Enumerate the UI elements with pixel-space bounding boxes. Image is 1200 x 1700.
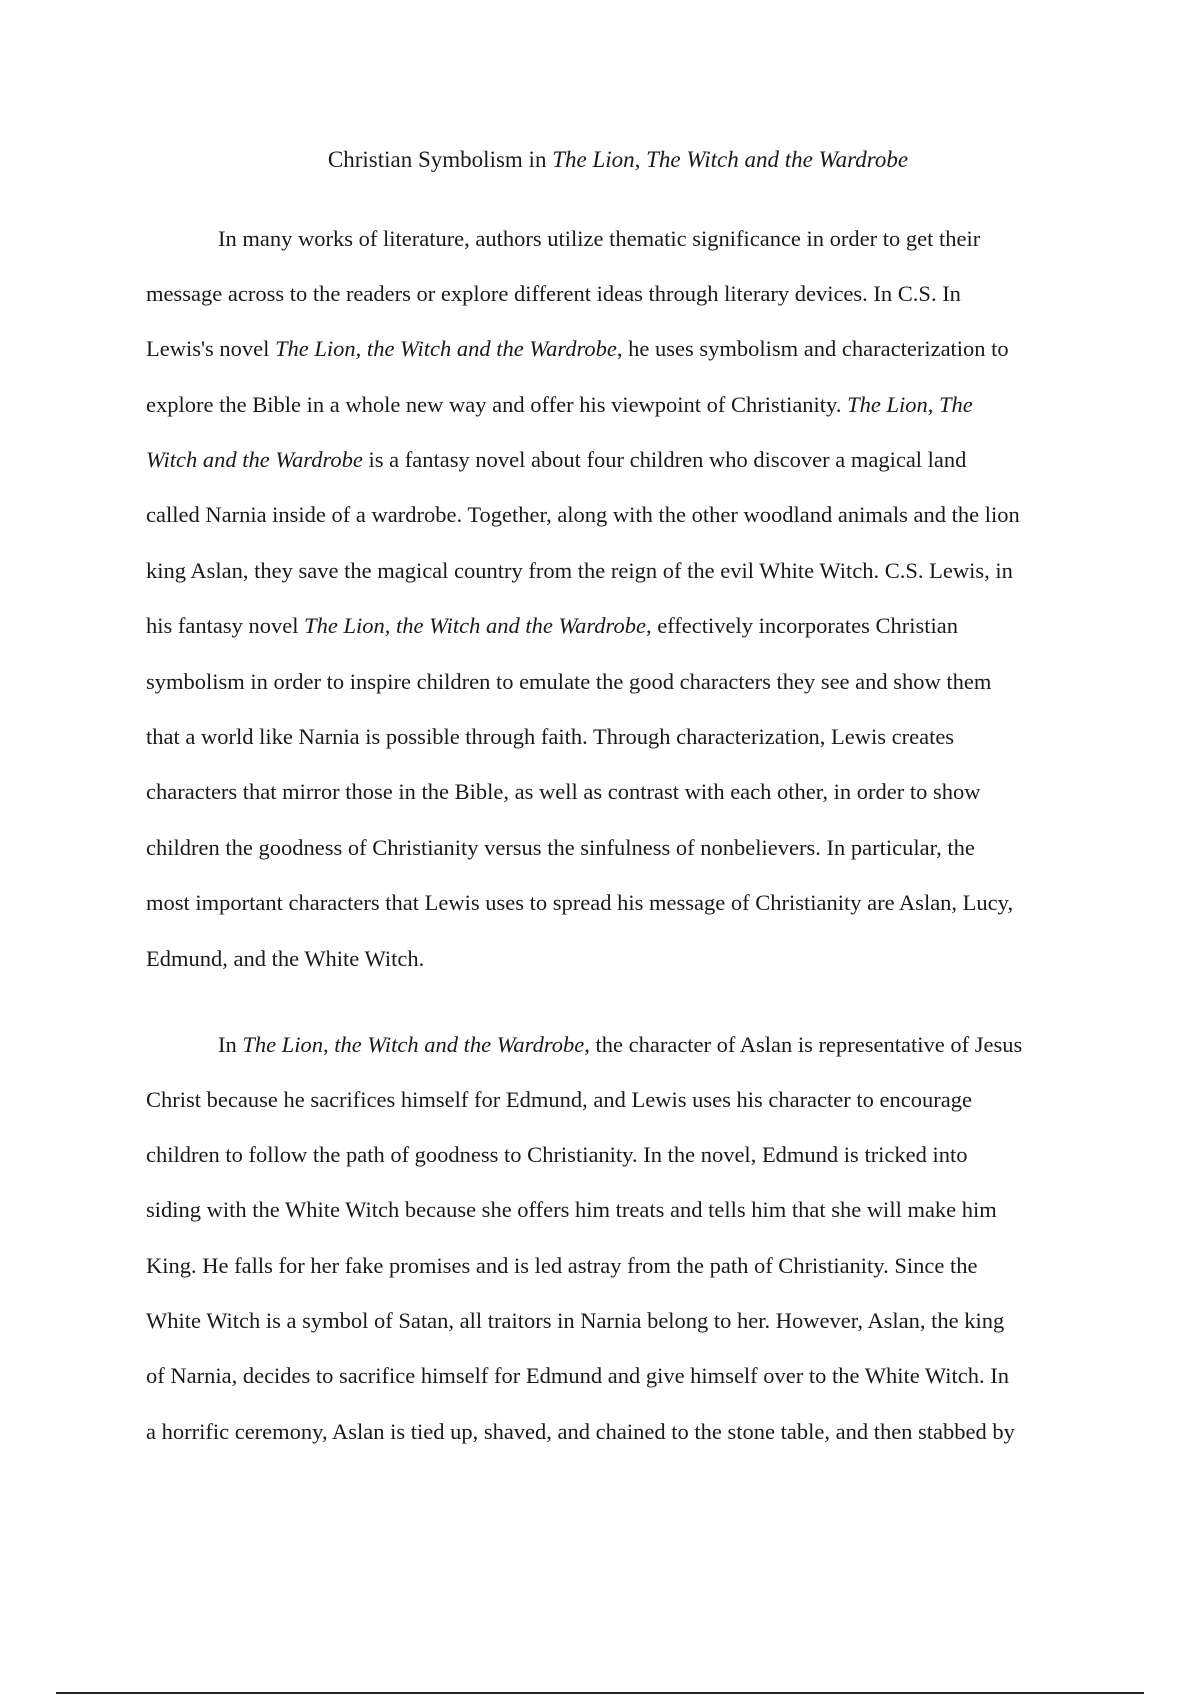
text-run: that a world like Narnia is possible through faith. Through characterization, Lewis creates xyxy=(146,724,955,749)
paragraph-line xyxy=(146,278,961,310)
paragraph-line xyxy=(146,1416,1015,1448)
paragraph-line xyxy=(146,499,1020,531)
text-run: , he uses symbolism and characterization to xyxy=(616,336,1009,361)
essay-title-book: The Lion, The Witch and the Wardrobe xyxy=(552,147,909,172)
paragraph-line xyxy=(218,223,980,255)
text-run: King. He falls for her fake promises and is led astray from the path of Christianity. Since the xyxy=(146,1253,978,1278)
text-run: children to follow the path of goodness to Christianity. In the novel, Edmund is tricked into xyxy=(146,1142,968,1167)
text-run: king Aslan, they save the magical country from the reign of the evil White Witch. C.S. Lewis, in xyxy=(146,558,1013,583)
essay-title-prefix: Christian Symbolism in xyxy=(327,147,553,172)
text-run: explore the Bible in a whole new way and offer his viewpoint of Christianity. xyxy=(146,392,848,417)
page-bottom-rule xyxy=(56,1692,1144,1694)
paragraph-line xyxy=(146,444,966,476)
paragraph-line xyxy=(146,610,958,642)
text-run: characters that mirror those in the Bible, as well as contrast with each other, in order to show xyxy=(146,779,981,804)
text-run: children the goodness of Christianity versus the sinfulness of nonbelievers. In particular, the xyxy=(146,835,975,860)
text-run: most important characters that Lewis uses to spread his message of Christianity are Aslan, Lucy, xyxy=(146,890,1014,915)
paragraph-line xyxy=(146,887,1013,919)
paragraph-line xyxy=(146,1084,972,1116)
paragraph-line xyxy=(146,389,973,421)
text-run: symbolism in order to inspire children to emulate the good characters they see and show them xyxy=(146,669,992,694)
paragraph-line xyxy=(146,943,424,975)
book-title-italic: The Lion, the Witch and the Wardrobe, xyxy=(304,613,652,638)
paragraph-line xyxy=(146,1250,977,1282)
text-run: effectively incorporates Christian xyxy=(651,613,958,638)
paragraph-line xyxy=(146,832,975,864)
text-run: a horrific ceremony, Aslan is tied up, shaved, and chained to the stone table, and then stabbed by xyxy=(146,1419,1015,1444)
paragraph-line xyxy=(146,666,991,698)
paragraph-line xyxy=(146,1139,968,1171)
paragraph-line xyxy=(146,333,1009,365)
essay-title xyxy=(0,144,1200,176)
text-run: In many works of literature, authors utilize thematic significance in order to get their xyxy=(218,226,981,251)
text-run: Lewis's novel xyxy=(146,336,276,361)
paragraph-line xyxy=(146,776,980,808)
paragraph-line xyxy=(218,1029,1022,1061)
paragraph-line xyxy=(146,1360,1009,1392)
paragraph-line xyxy=(146,1305,1004,1337)
text-run: In xyxy=(218,1032,243,1057)
book-title-italic: The Lion, the Witch and the Wardrobe xyxy=(275,336,617,361)
paragraph-line xyxy=(146,555,1013,587)
text-run: called Narnia inside of a wardrobe. Together, along with the other woodland animals and the lion xyxy=(146,502,1020,527)
book-title-italic: The Lion, The xyxy=(847,392,973,417)
text-run: , the character of Aslan is representative of Jesus xyxy=(584,1032,1023,1057)
text-run: Christ because he sacrifices himself for Edmund, and Lewis uses his character to encourage xyxy=(146,1087,972,1112)
text-run: is a fantasy novel about four children who discover a magical land xyxy=(362,447,967,472)
book-title-italic: The Lion, the Witch and the Wardrobe xyxy=(242,1032,585,1057)
text-run: siding with the White Witch because she offers him treats and tells him that she will make him xyxy=(146,1197,997,1222)
text-run: Edmund, and the White Witch. xyxy=(146,946,425,971)
text-run: message across to the readers or explore different ideas through literary devices. In C.S. In xyxy=(146,281,961,306)
book-title-italic: Witch and the Wardrobe xyxy=(146,447,363,472)
text-run: his fantasy novel xyxy=(146,613,305,638)
paragraph-line xyxy=(146,1194,997,1226)
text-run: White Witch is a symbol of Satan, all traitors in Narnia belong to her. However, Aslan, the king xyxy=(146,1308,1005,1333)
paragraph-line xyxy=(146,721,954,753)
text-run: of Narnia, decides to sacrifice himself for Edmund and give himself over to the White Witch. In xyxy=(146,1363,1009,1388)
